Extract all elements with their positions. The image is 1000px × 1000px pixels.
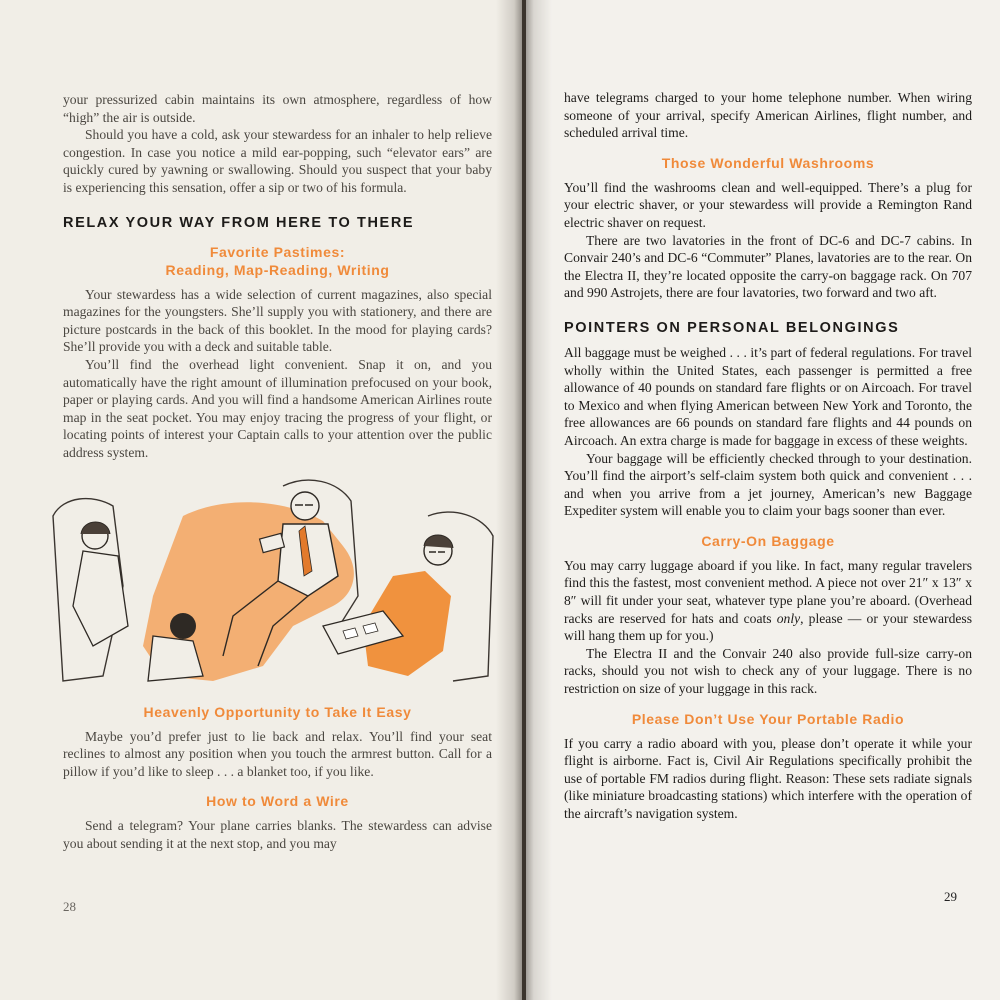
man-head-icon <box>291 492 319 520</box>
relax-section-heading: RELAX YOUR WAY FROM HERE TO THERE <box>63 214 415 231</box>
washrooms-paragraph: You’ll find the washrooms clean and well-equipped. There’s a plug for your electric shaver, or your stewardess will provide a Remington Rand electric shaver on request. <box>564 179 972 230</box>
cabin-passengers-illustration <box>33 476 513 691</box>
pastimes-subheading-line1: Favorite Pastimes: <box>209 243 346 260</box>
carry-on-text-pre: You may carry luggage aboard if you like. In fact, many regular travelers find this the fastest, most convenient method. A piece not over 21″ x 13″ x 8″ will fit under your seat, whatever type plane you’re aboard. (Overhead racks are reserved for hats and coats <box>564 557 972 626</box>
magazines-paragraph: Your stewardess has a wide selection of current magazines, also special magazines for the youngsters. She’ll supply you with stationery, and there are picture postcards in the back of this booklet. In the mood for playing cards? She’ll provide you with a deck and suitable table. <box>63 286 492 355</box>
relax-paragraph: Maybe you’d prefer just to lie back and relax. You’ll find your seat reclines to almost any position when you touch the armrest button. Call for a pillow if you’d like to sleep . . . a blanket too, if you like. <box>63 728 492 779</box>
right-page <box>526 0 1000 1000</box>
take-it-easy-subheading: Heavenly Opportunity to Take It Easy <box>143 703 412 720</box>
belongings-section-heading: POINTERS ON PERSONAL BELONGINGS <box>564 319 900 336</box>
telegram-paragraph: Send a telegram? Your plane carries blanks. The stewardess can advise you about sending it at the next stop, and you may <box>63 818 492 851</box>
washrooms-subheading: Those Wonderful Washrooms <box>661 154 875 171</box>
baggage-weight-paragraph: All baggage must be weighed . . . it’s part of federal regulations. For travel wholly within the United States, each passenger is permitted a free allowance of 40 pounds on standard fare flights or on Aircoach. For travel to Mexico and when flying American between New York and Toronto, the free allowances are 66 pounds on standard fare flights and 44 pounds on Aircoach. An extra charge is made for baggage in excess of these weights. <box>564 344 972 448</box>
carry-on-text-post: , please — or your stewardess will hang them up for you.) <box>564 610 972 644</box>
overhead-light-paragraph: You’ll find the overhead light convenient. Snap it on, and you automatically have the right amount of illumination prefocused on your book, paper or playing cards. And you will find a handsome American Airlines route map in the seat pocket. You may enjoy tracing the progress of your flight, or locating points of interest your Captain calls to your attention over the public address system. <box>63 356 492 460</box>
woman-hair-icon <box>424 534 453 547</box>
child-head-icon <box>170 613 196 639</box>
mother-hair-icon <box>81 522 110 534</box>
carry-on-text-emphasis: only <box>776 610 801 626</box>
page-number-right: 29 <box>944 889 957 904</box>
mother-body-icon <box>73 551 128 646</box>
carry-on-subheading: Carry-On Baggage <box>701 532 835 549</box>
portable-radio-subheading: Please Don’t Use Your Portable Radio <box>631 710 905 727</box>
pastimes-subheading <box>63 243 492 279</box>
cabin-pressure-paragraph: your pressurized cabin maintains its own atmosphere, regardless of how “high” the air is outside. <box>63 92 492 125</box>
baggage-checking-paragraph: Your baggage will be efficiently checked through to your destination. You’ll find the airport’s self-claim system both quick and convenient . . . and when you arrive from a jet journey, American’s new Baggage Expediter system will enable you to claim your bags sooner than ever. <box>564 450 972 519</box>
cold-advice-paragraph: Should you have a cold, ask your stewardess for an inhaler to help relieve congestion. In case you notice a mild ear-popping, such “elevator ears” are quickly cured by yawning or swallowing. Should you suspect that your baby is experiencing this sensation, offer a sip or two of his formula. <box>63 127 492 195</box>
pastimes-subheading-line2: Reading, Map-Reading, Writing <box>165 261 390 278</box>
carry-on-paragraph <box>564 557 972 645</box>
portable-radio-paragraph: If you carry a radio aboard with you, please don’t operate it while your flight is airborne. Fact is, Civil Air Regulations specifically prohibit the use of portable FM radios during flight. Reason: These sets radiate signals (like miniature broadcasting stations) which interfere with the operation of the aircraft’s navigation system. <box>564 735 972 821</box>
page-number-left: 28 <box>63 899 76 914</box>
telegram-continued-paragraph: have telegrams charged to your home telephone number. When wiring someone of your arrival, specify American Airlines, flight number, and scheduled arrival time. <box>564 90 972 141</box>
passengers-drawing <box>33 476 513 691</box>
word-a-wire-subheading: How to Word a Wire <box>206 793 349 810</box>
lavatories-paragraph: There are two lavatories in the front of DC-6 and DC-7 cabins. In Convair 240’s and DC-6 “Commuter” Planes, lavatories are to the rear. On the Electra II, they’re located opposite the carry-on baggage rack. On 707 and 990 Astrojets, there are four lavatories, two forward and two aft. <box>564 232 972 301</box>
carry-on-racks-paragraph: The Electra II and the Convair 240 also provide full-size carry-on racks, should you not wish to check any of your luggage. There is no restriction on size of your luggage in this rack. <box>564 645 972 697</box>
binding-gutter <box>522 0 526 1000</box>
